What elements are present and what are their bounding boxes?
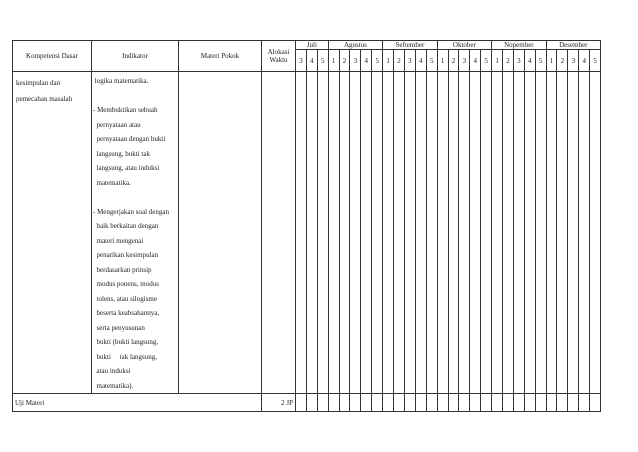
week-cell	[339, 72, 350, 394]
week-cell	[383, 72, 394, 394]
indikator-line: penarikan kesimpulan	[93, 251, 159, 259]
week-cell	[535, 394, 546, 412]
materi-pokok-cell	[179, 72, 262, 394]
schedule-table	[12, 40, 601, 412]
week-number: 2	[557, 50, 568, 72]
indikator-line: langsung, bukti tak	[93, 149, 150, 158]
week-number: 3	[459, 50, 470, 72]
week-number: 3	[404, 50, 415, 72]
week-cell	[470, 394, 481, 412]
month-header: Nopember	[492, 41, 546, 50]
week-cell	[557, 72, 568, 394]
week-cell	[448, 72, 459, 394]
indikator-gap	[93, 190, 176, 205]
indikator-line: - Membuktikan sebuah	[93, 106, 158, 114]
week-cell	[328, 394, 339, 412]
indikator-line: modus ponens, modus	[93, 280, 159, 288]
week-cell	[317, 394, 328, 412]
week-cell	[394, 394, 405, 412]
indikator-line: bukti tak langsung,	[93, 352, 157, 361]
week-cell	[437, 394, 448, 412]
indikator-line: bukti (bukti langsung,	[93, 338, 159, 346]
week-cell	[404, 394, 415, 412]
week-cell	[590, 394, 601, 412]
week-number: 5	[426, 50, 437, 72]
week-cell	[503, 72, 514, 394]
week-cell	[459, 72, 470, 394]
week-cell	[306, 72, 317, 394]
week-cell	[404, 72, 415, 394]
week-cell	[524, 72, 535, 394]
week-cell	[317, 72, 328, 394]
kompetensi-dasar-cell	[13, 72, 92, 394]
month-header: Oktober	[437, 41, 492, 50]
uji-materi-alokasi: 2 JP	[262, 394, 296, 412]
week-cell	[557, 394, 568, 412]
week-cell	[568, 72, 579, 394]
week-cell	[513, 394, 524, 412]
week-number: 2	[339, 50, 350, 72]
week-cell	[415, 394, 426, 412]
week-cell	[535, 72, 546, 394]
week-cell	[546, 394, 557, 412]
indikator-line: logika matematika.	[93, 77, 149, 85]
week-cell	[579, 394, 590, 412]
week-cell	[481, 394, 492, 412]
indikator-gap	[93, 89, 176, 104]
week-cell	[492, 72, 503, 394]
week-cell	[513, 72, 524, 394]
indikator-cell	[92, 72, 179, 394]
indikator-line: matematika.	[93, 178, 131, 187]
indikator-line: serta penyusunan	[93, 323, 145, 332]
week-cell	[481, 72, 492, 394]
week-cell	[546, 72, 557, 394]
week-cell	[415, 72, 426, 394]
week-number: 1	[383, 50, 394, 72]
week-cell	[590, 72, 601, 394]
week-number: 2	[394, 50, 405, 72]
week-number: 1	[546, 50, 557, 72]
indikator-line: tolens, atau silogisme	[93, 294, 157, 303]
week-cell	[306, 394, 317, 412]
indikator-line: baik berkaitan dengan	[93, 222, 159, 230]
week-cell	[437, 72, 448, 394]
header-alokasi-line1: Alokasi	[267, 48, 290, 56]
week-number: 3	[350, 50, 361, 72]
week-cell	[470, 72, 481, 394]
week-number: 4	[470, 50, 481, 72]
alokasi-waktu-cell	[262, 72, 296, 394]
week-cell	[328, 72, 339, 394]
header-materi-pokok: Materi Pokok	[179, 41, 262, 72]
indikator-line: beserta keabsahannya,	[93, 309, 160, 317]
week-number: 5	[481, 50, 492, 72]
week-cell	[350, 72, 361, 394]
week-cell	[361, 72, 372, 394]
week-cell	[568, 394, 579, 412]
indikator-line: matematika).	[93, 381, 134, 390]
week-cell	[361, 394, 372, 412]
week-number: 4	[579, 50, 590, 72]
uji-materi-label: Uji Materi	[13, 394, 262, 412]
indikator-line: - Mengerjakan soal dengan	[93, 207, 169, 216]
header-alokasi-line2: Waktu	[269, 56, 288, 64]
week-number: 3	[568, 50, 579, 72]
header-kompetensi-dasar: Kompetensi Dasar	[13, 41, 92, 72]
indikator-line: pernyataan dengan bukti	[93, 135, 166, 143]
week-number: 1	[492, 50, 503, 72]
week-number: 4	[306, 50, 317, 72]
month-header: Seftember	[383, 41, 437, 50]
week-cell	[350, 394, 361, 412]
header-alokasi-waktu	[262, 41, 296, 72]
week-number: 2	[503, 50, 514, 72]
week-cell	[296, 394, 307, 412]
week-cell	[503, 394, 514, 412]
indikator-line: berdasarkan prinsip	[93, 265, 152, 274]
indikator-line: langsung, atau induksi	[93, 164, 160, 172]
week-cell	[426, 394, 437, 412]
indikator-line: pernyataan atau	[93, 120, 141, 129]
week-cell	[579, 72, 590, 394]
week-cell	[492, 394, 503, 412]
week-cell	[339, 394, 350, 412]
week-cell	[372, 394, 383, 412]
week-number: 4	[524, 50, 535, 72]
week-cell	[459, 394, 470, 412]
week-number: 4	[415, 50, 426, 72]
week-number: 4	[361, 50, 372, 72]
kompetensi-dasar-line: pemecahan masalah	[16, 95, 73, 103]
month-header: Agustus	[328, 41, 383, 50]
week-number: 2	[448, 50, 459, 72]
indikator-line: materi mengenai	[93, 236, 144, 245]
week-number: 3	[296, 50, 307, 72]
kompetensi-dasar-line: kesimpulan dan	[16, 79, 61, 87]
month-header: Juli	[296, 41, 329, 50]
week-cell	[524, 394, 535, 412]
week-number: 5	[372, 50, 383, 72]
week-number: 1	[437, 50, 448, 72]
month-header: Desember	[546, 41, 600, 50]
week-number: 5	[590, 50, 601, 72]
week-cell	[372, 72, 383, 394]
week-number: 5	[535, 50, 546, 72]
indikator-line: atau induksi	[93, 367, 131, 375]
week-cell	[383, 394, 394, 412]
week-cell	[394, 72, 405, 394]
week-number: 3	[513, 50, 524, 72]
week-number: 1	[328, 50, 339, 72]
header-indikator: Indikator	[92, 41, 179, 72]
week-number: 5	[317, 50, 328, 72]
week-cell	[448, 394, 459, 412]
week-cell	[426, 72, 437, 394]
week-cell	[296, 72, 307, 394]
